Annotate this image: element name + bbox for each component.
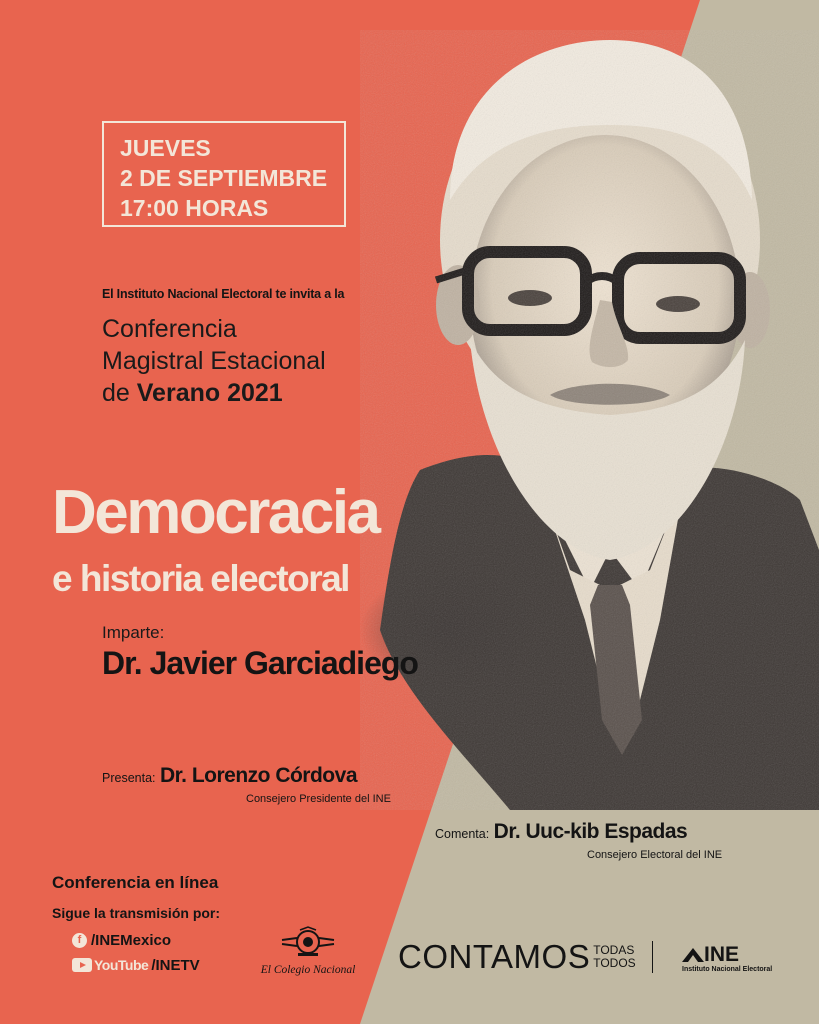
youtube-icon [72,957,150,973]
contamos-todas-todos [593,944,635,970]
presenter-role: Consejero Presidente del INE [246,793,391,805]
commentator-name: Dr. Uuc-kib Espadas [493,820,688,843]
logo-divider [652,941,653,973]
commentator-role: Consejero Electoral del INE [587,849,723,861]
contamos-todos: TODOS [593,956,636,970]
conference-year: Verano 2021 [136,379,283,407]
colegio-name: El Colegio Nacional [260,964,356,976]
speaker-name: Dr. Javier Garciadiego [102,645,418,681]
date-time: 17:00 HORAS [120,195,269,221]
youtube-handle: /INETV [151,956,200,974]
date-box [102,121,346,227]
date-date: 2 DE SEPTIEMBRE [120,165,328,191]
conference-line-3 [102,377,326,409]
colegio-emblem-icon [278,926,338,958]
commentator [435,820,687,844]
ine-logo-icon [682,948,704,962]
conference-line-1: Conferencia [102,315,237,343]
contamos-todas: TODAS [593,943,635,957]
follow-label: Sigue la transmisión por: [52,905,221,921]
youtube-wordmark: YouTube [94,957,149,973]
online-label: Conferencia en línea [52,873,219,892]
headline-subtitle: e historia electoral [52,558,349,599]
conference-line-2: Magistral Estacional [102,347,326,375]
facebook-icon: f [72,933,87,948]
ine-logo [682,944,772,973]
commentator-label: Comenta: [435,827,490,841]
ine-wordmark: INE [704,943,740,966]
invite-text: El Instituto Nacional Electoral te invita a la [102,287,345,301]
conference-line-3-pre: de [102,379,137,407]
presenter [102,764,357,788]
conference-title [102,313,326,409]
facebook-link[interactable] [72,929,171,951]
presenter-name: Dr. Lorenzo Córdova [159,764,357,787]
contamos-word: CONTAMOS [398,938,591,975]
speaker-portrait [360,30,819,810]
imparte-label: Imparte: [102,623,165,642]
headline-title: Democracia [52,478,379,547]
presenter-label: Presenta: [102,771,156,785]
colegio-logo [258,926,358,976]
date-day: JUEVES [120,135,211,161]
youtube-link[interactable] [72,954,200,976]
ine-fullname: Instituto Nacional Electoral [682,966,773,973]
facebook-handle: /INEMexico [91,931,172,949]
contamos-logo [398,939,671,975]
